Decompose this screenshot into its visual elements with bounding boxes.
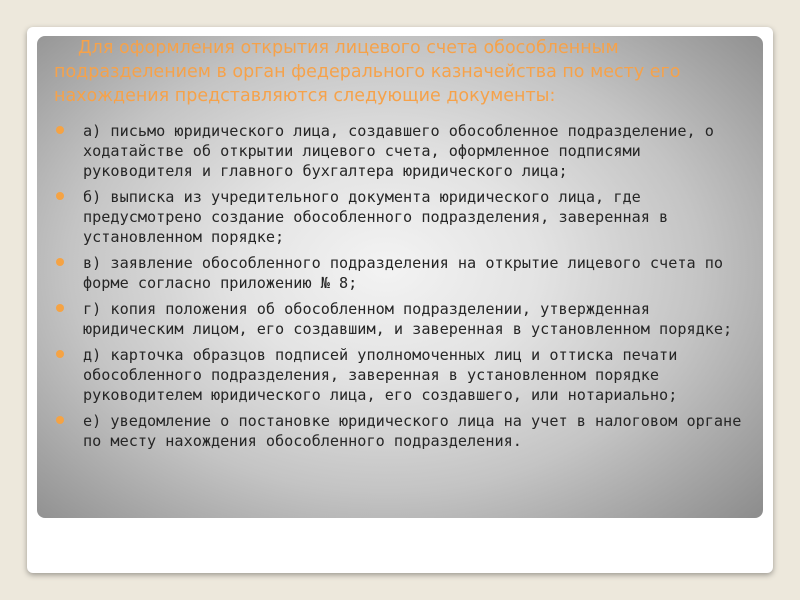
document-list bbox=[54, 121, 758, 457]
list-item bbox=[54, 121, 758, 181]
content-panel bbox=[37, 36, 763, 518]
list-item bbox=[54, 299, 758, 339]
list-item-text: б) выписка из учредительного документа юридического лица, где предусмотрено создание обособленного подразделения, заверенная в установленном порядке; bbox=[83, 188, 669, 246]
bullet-icon bbox=[56, 258, 64, 266]
list-item bbox=[54, 345, 758, 405]
list-item bbox=[54, 187, 758, 247]
bullet-icon bbox=[56, 350, 64, 358]
list-item-text: г) копия положения об обособленном подразделении, утвержденная юридическим лицом, его создавшим, и заверенная в установленном порядке; bbox=[83, 300, 733, 338]
list-item bbox=[54, 411, 758, 451]
list-item-text: в) заявление обособленного подразделения на открытие лицевого счета по форме согласно приложению № 8; bbox=[83, 254, 724, 292]
list-item-text: а) письмо юридического лица, создавшего обособленное подразделение, о ходатайстве об открытии лицевого счета, оформленное подписями руководителя и главного бухгалтера юридического лица; bbox=[83, 122, 714, 180]
slide-title: Для оформления открытия лицевого счета обособленным подразделением в орган федерального казначейства по месту его нахождения представляются следующие документы: bbox=[54, 38, 681, 106]
bullet-icon bbox=[56, 304, 64, 312]
list-item-text: е) уведомление о постановке юридического лица на учет в налоговом органе по месту нахождения обособленного подразделения. bbox=[83, 412, 742, 450]
bullet-icon bbox=[56, 416, 64, 424]
list-item bbox=[54, 253, 758, 293]
bullet-icon bbox=[56, 192, 64, 200]
list-item-text: д) карточка образцов подписей уполномоченных лиц и оттиска печати обособленного подразделения, заверенная в установленном порядке руководителем юридического лица, его создавшего, или нотариально; bbox=[83, 346, 678, 404]
bullet-icon bbox=[56, 126, 64, 134]
